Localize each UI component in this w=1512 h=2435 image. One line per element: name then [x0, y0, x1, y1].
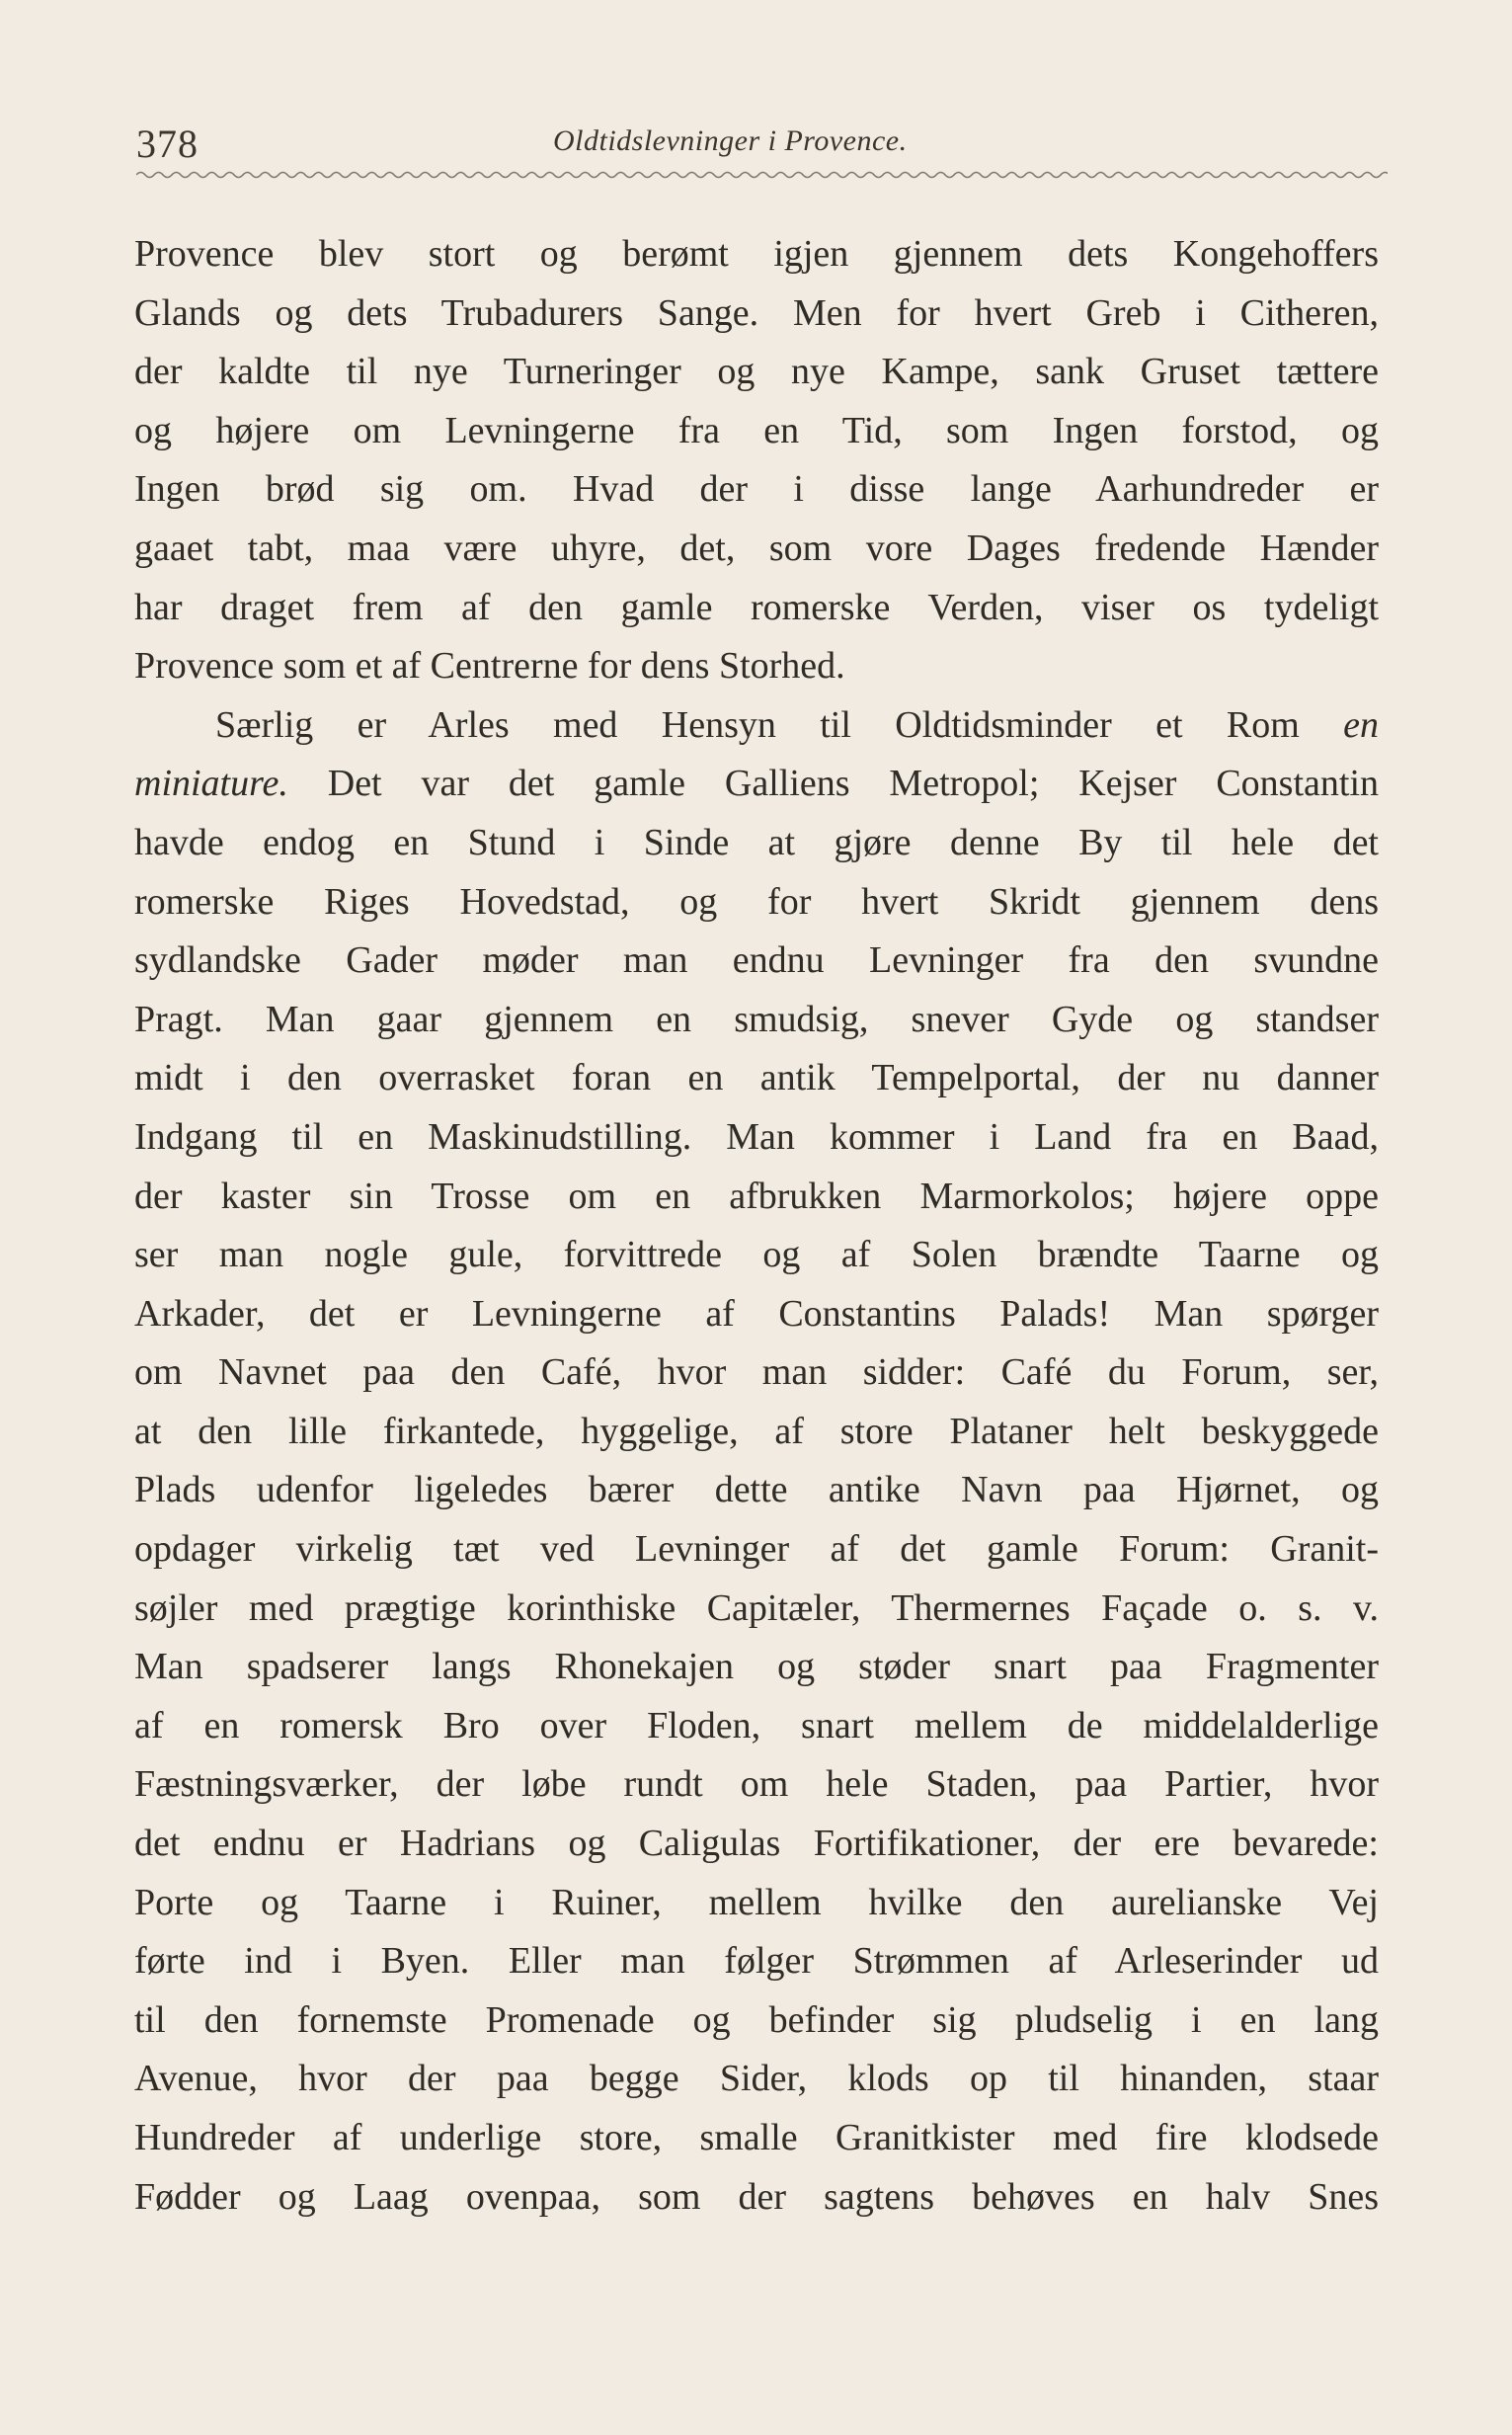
text-line: Arkader, det er Levningerne af Constantins Palads! Man spørger [134, 1292, 1379, 1335]
page-number: 378 [136, 122, 199, 166]
text-line [134, 755, 1379, 814]
text-line: af en romersk Bro over Floden, snart mellem de middelalderlige [134, 1704, 1379, 1746]
text-line: Plads udenfor ligeledes bærer dette antike Navn paa Hjørnet, og [134, 1469, 1379, 1511]
text-line: at den lille firkantede, hyggelige, af store Plataner helt beskyggede [134, 1410, 1379, 1452]
text-line: ser man nogle gule, forvittrede og af Solen brændte Taarne og [134, 1234, 1379, 1276]
text-line: gaaet tabt, maa være uhyre, det, som vore Dages fredende Hænder [134, 527, 1379, 569]
text-line: og højere om Levningerne fra en Tid, som Ingen forstod, og [134, 409, 1379, 451]
italic-phrase: en [1343, 703, 1379, 746]
text-line: der kaster sin Trosse om en afbrukken Marmorkolos; højere oppe [134, 1175, 1379, 1217]
text-line: Pragt. Man gaar gjennem en smudsig, snever Gyde og standser [134, 998, 1379, 1040]
text-line: midt i den overrasket foran en antik Tempelportal, der nu danner [134, 1057, 1379, 1099]
text-line: Man spadserer langs Rhonekajen og støder snart paa Fragmenter [134, 1646, 1379, 1688]
text-line: Provence som et af Centrerne for dens Storhed. [134, 645, 845, 688]
body-text [134, 225, 1379, 2227]
text-line: havde endog en Stund i Sinde at gjøre denne By til hele det [134, 821, 1379, 863]
page-header [128, 117, 1388, 186]
text-line: romerske Riges Hovedstad, og for hvert Skridt gjennem dens [134, 880, 1379, 923]
line-text: Det var det gamle Galliens Metropol; Kejser Constantin [327, 763, 1380, 805]
text-line: sydlandske Gader møder man endnu Levninger fra den svundne [134, 939, 1379, 982]
text-line: Ingen brød sig om. Hvad der i disse lange Aarhundreder er [134, 468, 1379, 511]
text-line: der kaldte til nye Turneringer og nye Kampe, sank Gruset tættere [134, 351, 1379, 393]
line-text: Særlig er Arles med Hensyn til Oldtidsminder et Rom [215, 703, 1300, 746]
text-line: har draget frem af den gamle romerske Verden, viser os tydeligt [134, 586, 1379, 628]
text-line: Hundreder af underlige store, smalle Granitkister med fire klodsede [134, 2117, 1379, 2158]
text-line: førte ind i Byen. Eller man følger Strømmen af Arleserinder ud [134, 1940, 1379, 1983]
text-line: Provence blev stort og berømt igjen gjennem dets Kongehoffers [134, 233, 1379, 275]
text-line: Avenue, hvor der paa begge Sider, klods op til hinanden, staar [134, 2058, 1379, 2100]
text-line: opdager virkelig tæt ved Levninger af det gamle Forum: Granit- [134, 1528, 1379, 1571]
text-line: Fæstningsværker, der løbe rundt om hele Staden, paa Partier, hvor [134, 1763, 1379, 1806]
text-line: til den fornemste Promenade og befinder sig pludselig i en lang [134, 1998, 1379, 2041]
italic-phrase: miniature. [134, 763, 288, 805]
running-title: Oldtidslevninger i Provence. [553, 124, 908, 157]
text-line: Glands og dets Trubadurers Sange. Men for hvert Greb i Citheren, [134, 291, 1379, 334]
text-line: Fødder og Laag ovenpaa, som der sagtens behøves en halv Snes [134, 2175, 1379, 2218]
text-line: Indgang til en Maskinudstilling. Man kommer i Land fra en Baad, [134, 1115, 1379, 1158]
text-line: det endnu er Hadrians og Caligulas Fortifikationer, der ere bevarede: [134, 1823, 1379, 1865]
text-line: Porte og Taarne i Ruiner, mellem hvilke den aurelianske Vej [134, 1881, 1379, 1923]
text-line [134, 696, 1379, 756]
wavy-rule [136, 168, 1388, 182]
text-line: søjler med prægtige korinthiske Capitæler, Thermernes Façade o. s. v. [134, 1586, 1379, 1629]
text-line: om Navnet paa den Café, hvor man sidder: Café du Forum, ser, [134, 1351, 1379, 1394]
